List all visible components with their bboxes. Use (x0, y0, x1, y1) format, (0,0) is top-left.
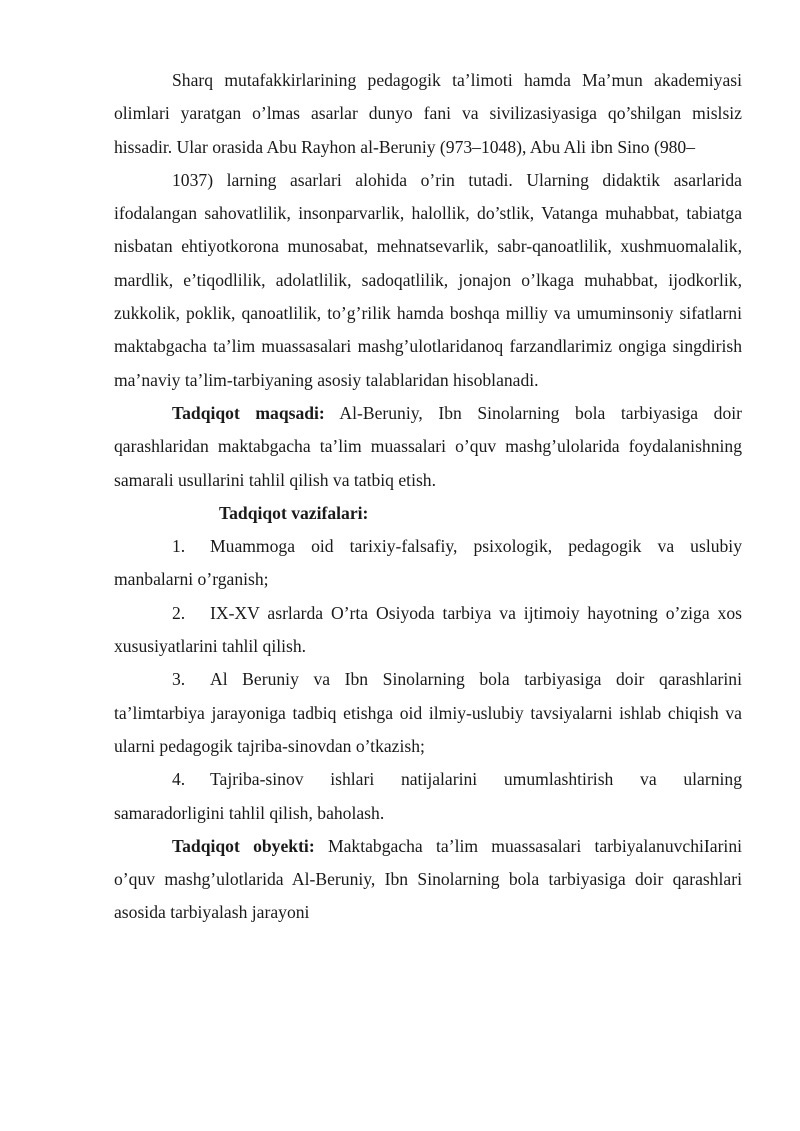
task-number: 3. (172, 669, 186, 690)
task-text: Al Beruniy va Ibn Sinolarning bola tarbiyasiga doir qarashlarini ta’limtarbiya jarayoniga tadbiq etishga oid ilmiy-uslubiy tavsiyalarni ishlab chiqish va ularni pedagogik tajriba-sinovdan o’tkazish; (114, 669, 742, 756)
research-goal-text: Al-Beruniy, Ibn Sinolarning bola tarbiyasiga doir qarashlaridan maktabgacha ta’lim muassalari o’quv mashg’ulolarida foydalanishning samarali usullarini tahlil qilish va tatbiq etish. (114, 402, 742, 490)
research-goal-label: Tadqiqot maqsadi: (172, 402, 325, 423)
research-object-label: Tadqiqot obyekti: (172, 835, 315, 856)
task-item (114, 597, 742, 664)
task-text: Muammoga oid tarixiy-falsafiy, psixologik, pedagogik va uslubiy manbalarni o’rganish; (114, 536, 742, 590)
task-text: IX-XV asrlarda O’rta Osiyoda tarbiya va ijtimoiy hayotning o’ziga xos xususiyatlarini tahlil qilish. (114, 602, 742, 657)
task-item (114, 663, 742, 763)
research-goal-paragraph (114, 397, 742, 497)
research-object-paragraph (114, 830, 742, 930)
task-number: 4. (172, 769, 186, 790)
values-paragraph: 1037) larning asarlari alohida o’rin tutadi. Ularning didaktik asarlarida ifodalangan sahovatlilik, insonparvarlik, halollik, do’stlik, Vatanga muhabbat, tabiatga nisbatan ehtiyotkorona munosabat, mehnatsevarlik, sabr-qanoatlilik, xushmuomalalik, mardlik, e’tiqodlilik, adolatlilik, sadoqatlilik, jonajon o’lkaga muhabbat, ijodkorlik, zukkolik, poklik, qanoatlilik, to’g’rilik hamda boshqa milliy va umuminsoniy sifatlarni maktabgacha ta’lim muassasalari mashg’ulotlaridanoq farzandlarimiz ongiga singdirish ma’naviy ta’lim-tarbiyaning asosiy talablaridan hisoblanadi. (114, 169, 742, 390)
task-text: Tajriba-sinov ishlari natijalarini umumlashtirish va ularning samaradorligini tahlil qilish, baholash. (114, 769, 742, 823)
document-page (114, 64, 742, 930)
task-number: 1. (172, 536, 186, 557)
research-object-text: Maktabgacha ta’lim muassasalari tarbiyalanuvchiIarini o’quv mashg’ulotlarida Al-Beruniy, Ibn Sinolarning bola tarbiyasiga doir qarashlari asosida tarbiyalash jarayoni (114, 835, 743, 923)
task-number: 2. (172, 602, 186, 623)
task-item (114, 763, 742, 830)
task-item (114, 530, 742, 597)
research-tasks-heading: Tadqiqot vazifalari: (219, 502, 369, 523)
intro-paragraph: Sharq mutafakkirlarining pedagogik ta’limoti hamda Ma’mun akademiyasi olimlari yaratgan o’lmas asarlar dunyo fani va sivilizasiyasiga qo’shilgan mislsiz hissadir. Ular orasida Abu Rayhon al-Beruniy (973–1048), Abu Ali ibn Sino (980– (114, 70, 742, 157)
